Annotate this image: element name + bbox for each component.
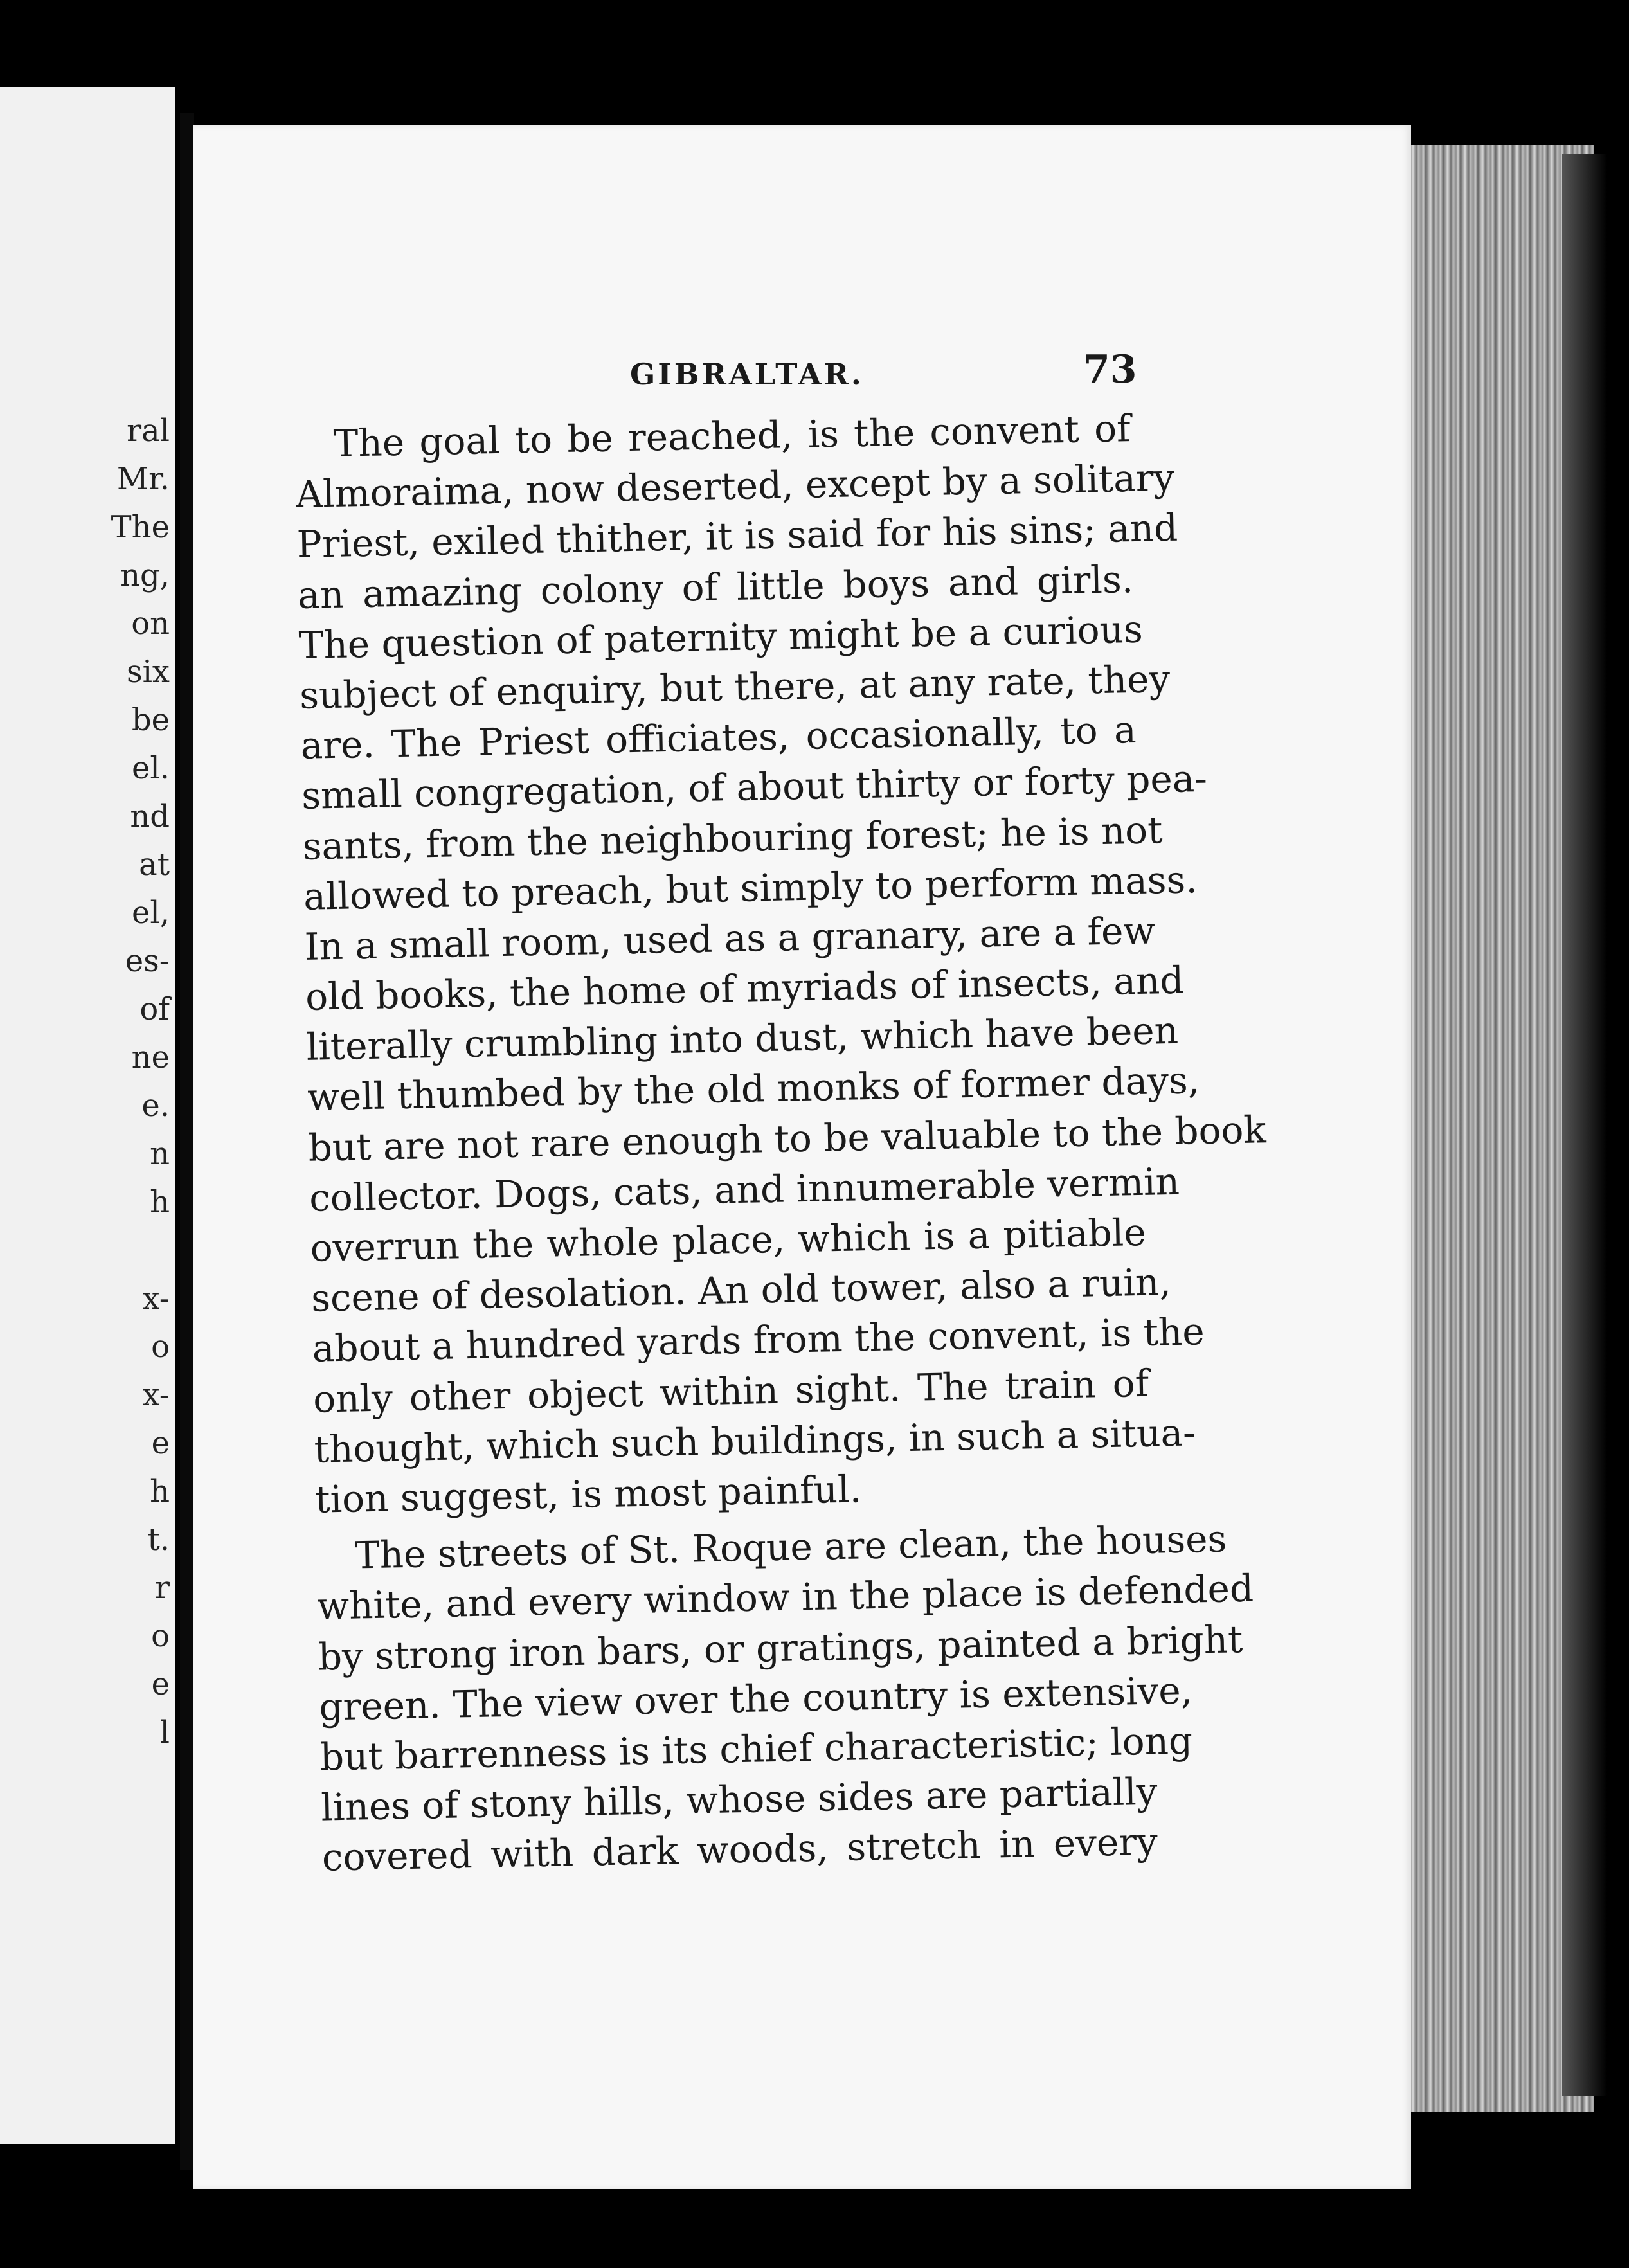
left-fragment: Mr.: [116, 461, 170, 497]
left-fragment: be: [131, 702, 170, 738]
book-gutter: [180, 113, 194, 2170]
left-fragment: ral: [127, 413, 170, 449]
text-line: only other object within sight. The train of: [312, 1361, 1149, 1421]
text-line: overrun the whole place, which is a pitiable: [310, 1210, 1147, 1270]
left-fragment: e: [151, 1666, 170, 1702]
text-line: an amazing colony of little boys and girls.: [297, 557, 1134, 617]
left-fragment: o: [151, 1618, 170, 1654]
text-line: subject of enquiry, but there, at any rate, they: [299, 656, 1171, 717]
text-line: but barrenness is its chief characteristic; long: [320, 1718, 1193, 1779]
text-line: small congregation, of about thirty or forty pea-: [301, 757, 1208, 818]
left-fragment: six: [126, 654, 170, 690]
left-fragment: x-: [142, 1281, 170, 1317]
running-head: GIBRALTAR.: [630, 357, 864, 392]
page-number: 73: [1083, 347, 1137, 392]
left-fragment: The: [111, 509, 170, 545]
body-text: [294, 403, 1267, 1883]
text-line: by strong iron bars, or gratings, painted a bright: [318, 1617, 1243, 1679]
left-fragment: es-: [125, 943, 170, 979]
text-line: The streets of St. Roque are clean, the houses: [354, 1516, 1227, 1578]
left-fragment: ng,: [120, 557, 170, 593]
text-line: scene of desolation. An old tower, also a ruin,: [310, 1260, 1172, 1320]
text-line: tion suggest, is most painful.: [314, 1467, 862, 1522]
left-fragment: l: [159, 1715, 170, 1751]
left-fragment: at: [139, 847, 170, 883]
text-line: thought, which such buildings, in such a situa-: [314, 1410, 1196, 1472]
text-line: but are not rare enough to be valuable to the book: [308, 1107, 1267, 1170]
left-fragment: on: [131, 606, 170, 642]
left-fragment: ne: [131, 1040, 170, 1076]
left-fragment: n: [150, 1136, 170, 1172]
text-line: The question of paternity might be a curious: [298, 607, 1144, 667]
left-fragment: o: [151, 1329, 170, 1365]
text-line: lines of stony hills, whose sides are partially: [320, 1769, 1158, 1830]
text-line: covered with dark woods, stretch in every: [321, 1819, 1158, 1880]
text-line: white, and every window in the place is defended: [316, 1567, 1254, 1628]
left-fragment: of: [140, 991, 170, 1027]
left-fragment: x-: [142, 1377, 170, 1413]
left-fragment: el.: [131, 750, 170, 786]
text-line: The goal to be reached, is the convent of: [333, 406, 1131, 465]
text-line: literally crumbling into dust, which have been: [306, 1009, 1179, 1070]
text-line: sants, from the neighbouring forest; he is not: [302, 807, 1164, 869]
text-line: Priest, exiled thither, it is said for his sins; and: [296, 506, 1178, 567]
left-fragment: r: [155, 1570, 170, 1606]
left-fragment: nd: [130, 798, 170, 834]
text-line: well thumbed by the old monks of former days,: [307, 1058, 1200, 1120]
left-fragment: el,: [131, 895, 170, 931]
left-fragment: h: [150, 1184, 170, 1220]
text-line: In a small room, used as a granary, are a few: [304, 908, 1156, 969]
left-fragment: e: [151, 1425, 170, 1461]
text-line: collector. Dogs, cats, and innumerable vermin: [309, 1159, 1180, 1220]
text-line: about a hundred yards from the convent, is the: [312, 1310, 1205, 1371]
left-fragment: h: [150, 1473, 170, 1509]
left-fragment: t.: [147, 1522, 170, 1558]
left-fragment: e.: [141, 1088, 170, 1124]
page-edges-shadow: [1562, 154, 1607, 2096]
text-line: allowed to preach, but simply to perform mass.: [303, 857, 1198, 919]
text-line: old books, the home of myriads of insects, and: [305, 958, 1184, 1019]
text-line: Almoraima, now deserted, except by a solitary: [295, 455, 1175, 517]
text-line: are. The Priest officiates, occasionally, to a: [300, 708, 1137, 768]
text-line: green. The view over the country is extensive,: [318, 1668, 1193, 1729]
left-facing-page: [0, 87, 175, 2144]
